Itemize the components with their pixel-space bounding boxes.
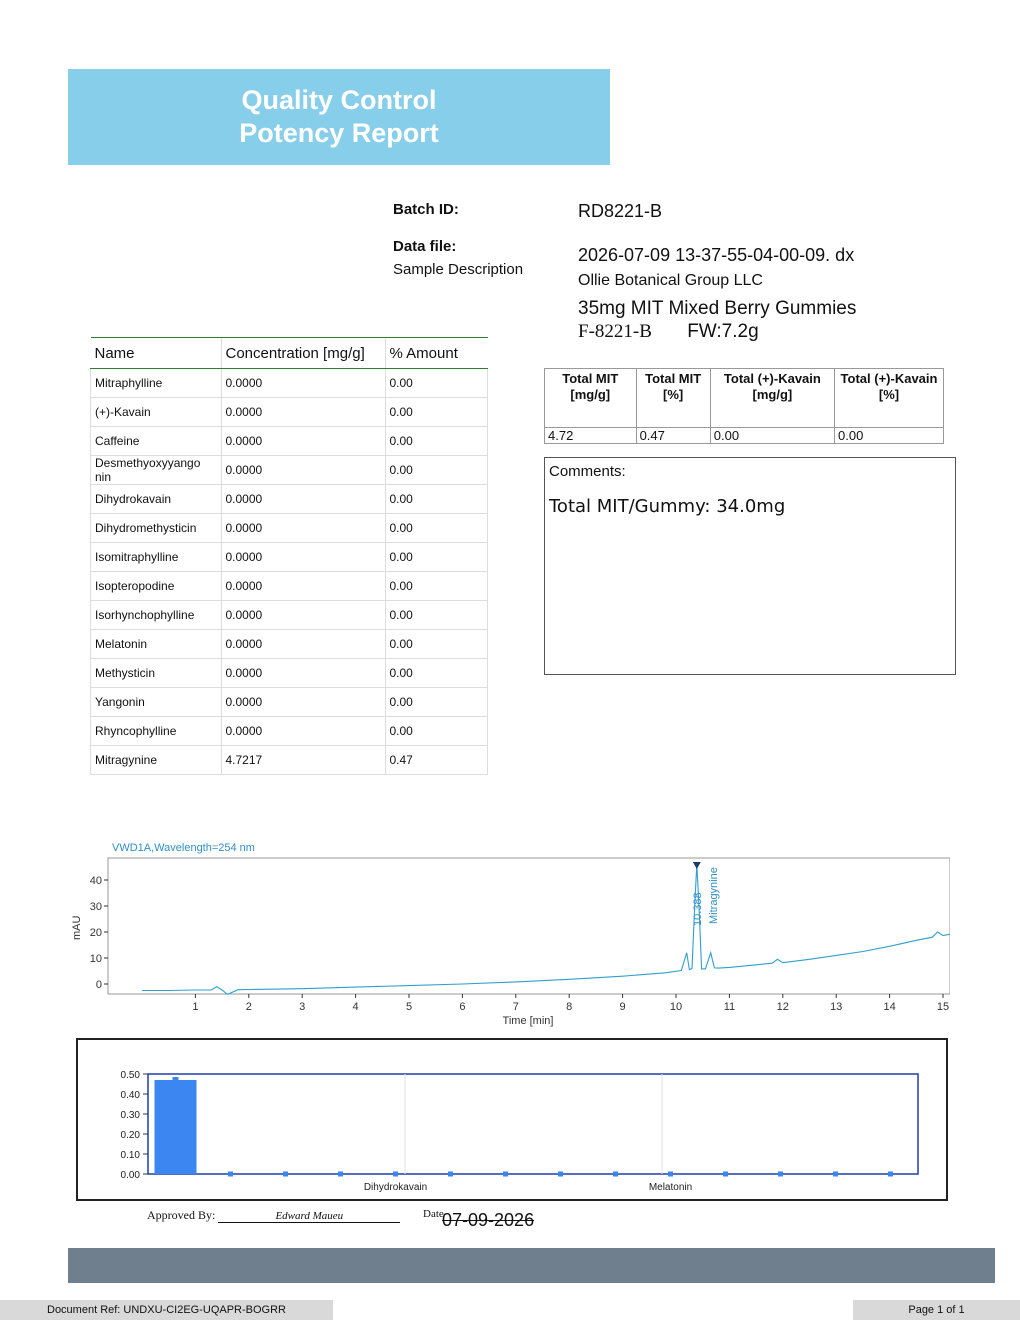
x-tick-label: 15	[936, 1001, 950, 1013]
compound-pct: 0.00	[385, 369, 488, 398]
bar	[283, 1172, 288, 1177]
compound-pct: 0.00	[385, 543, 488, 572]
bar-chart-frame	[76, 1038, 948, 1201]
product-name: 35mg MIT Mixed Berry Gummies	[578, 298, 857, 319]
compound-conc: 0.0000	[221, 572, 385, 601]
bar	[668, 1172, 673, 1177]
bar	[155, 1080, 197, 1174]
bar	[503, 1172, 508, 1177]
compound-conc: 0.0000	[221, 688, 385, 717]
compound-row	[91, 514, 488, 543]
compound-name: Isorhynchophylline	[91, 601, 222, 630]
y-tick-label: 0	[95, 979, 102, 991]
compound-pct: 0.00	[385, 717, 488, 746]
chromatogram-trace	[142, 864, 950, 994]
peak-name-label: Mitragynine	[707, 867, 720, 924]
bar-y-tick-label: 0.50	[120, 1070, 140, 1081]
bar-x-label: Dihydrokavain	[363, 1182, 428, 1193]
sample-description-label: Sample Description	[393, 261, 524, 278]
comments-box	[544, 457, 956, 675]
bar	[558, 1172, 563, 1177]
compound-row	[91, 601, 488, 630]
bar	[228, 1172, 233, 1177]
compound-conc: 0.0000	[221, 456, 385, 485]
peak-time-label: 10.388	[691, 892, 704, 926]
y-tick-label: 20	[89, 927, 102, 939]
bar	[338, 1172, 343, 1177]
compound-name: Caffeine	[91, 427, 222, 456]
date-label: Date	[423, 1208, 444, 1220]
x-tick-label: 5	[405, 1001, 413, 1013]
total-mit-pct: 0.47	[636, 428, 710, 444]
compound-conc: 0.0000	[221, 485, 385, 514]
total-mit-mgg-header: Total MIT [mg/g]	[545, 369, 637, 428]
compound-name: Rhyncophylline	[91, 717, 222, 746]
compound-row	[91, 746, 488, 775]
x-tick-label: 4	[352, 1001, 359, 1013]
chromatogram	[70, 836, 950, 1030]
batch-id-label: Batch ID:	[393, 201, 459, 218]
compound-table	[90, 337, 488, 775]
chromatogram-title: VWD1A,Wavelength=254 nm	[112, 842, 255, 854]
title-banner	[68, 69, 610, 165]
compound-table-header	[91, 338, 488, 369]
comments-text: Total MIT/Gummy: 34.0mg	[549, 496, 786, 517]
x-tick-label: 11	[723, 1001, 736, 1013]
compound-pct: 0.47	[385, 746, 488, 775]
peak-marker	[693, 862, 701, 869]
x-tick-label: 2	[245, 1001, 252, 1013]
formula-line	[578, 321, 759, 343]
compound-conc: 0.0000	[221, 543, 385, 572]
compound-name: Desmethyoxyyango nin	[91, 456, 222, 485]
data-file: 2026-07-09 13-37-55-04-00-09. dx	[578, 245, 855, 265]
col-concentration: Concentration [mg/g]	[221, 338, 385, 369]
compound-row	[91, 543, 488, 572]
x-tick-label: 1	[192, 1001, 199, 1013]
x-tick-label: 9	[619, 1001, 626, 1013]
footer-band	[68, 1248, 995, 1283]
compound-name: Dihydromethysticin	[91, 514, 222, 543]
compound-name: Melatonin	[91, 630, 222, 659]
compound-name: Dihydrokavain	[91, 485, 222, 514]
bar	[888, 1172, 893, 1177]
compound-conc: 0.0000	[221, 601, 385, 630]
approved-by-label: Approved By:	[147, 1208, 216, 1222]
col-percent: % Amount	[385, 338, 488, 369]
bar	[393, 1172, 398, 1177]
x-tick-label: 14	[883, 1001, 896, 1013]
approval-line	[147, 1208, 400, 1223]
compound-name: Isomitraphylline	[91, 543, 222, 572]
document-reference: Document Ref: UNDXU-CI2EG-UQAPR-BOGRR	[0, 1300, 333, 1320]
page-number: Page 1 of 1	[853, 1300, 1020, 1320]
bar-y-tick-label: 0.20	[120, 1130, 140, 1141]
batch-id: RD8221-B	[578, 201, 663, 221]
compound-name: Mitraphylline	[91, 369, 222, 398]
total-kavain-pct: 0.00	[835, 428, 944, 444]
compound-row	[91, 717, 488, 746]
bar-x-label: Melatonin	[648, 1182, 693, 1193]
fill-weight: FW:7.2g	[687, 321, 759, 342]
compound-row	[91, 398, 488, 427]
compound-row	[91, 572, 488, 601]
bar	[778, 1172, 783, 1177]
bar-error-cap	[173, 1077, 179, 1080]
y-tick-label: 10	[89, 953, 102, 965]
bar-chart	[78, 1040, 946, 1199]
compound-pct: 0.00	[385, 572, 488, 601]
bar	[448, 1172, 453, 1177]
bar-plot-area	[148, 1074, 918, 1174]
compound-row	[91, 485, 488, 514]
bar-y-tick-label: 0.30	[120, 1110, 140, 1121]
bar	[833, 1172, 838, 1177]
compound-conc: 0.0000	[221, 369, 385, 398]
comments-label: Comments:	[549, 463, 626, 480]
totals-table	[544, 368, 944, 444]
compound-pct: 0.00	[385, 427, 488, 456]
compound-name: Mitragynine	[91, 746, 222, 775]
plot-frame	[108, 858, 950, 994]
compound-pct: 0.00	[385, 688, 488, 717]
compound-name: Methysticin	[91, 659, 222, 688]
x-tick-label: 8	[566, 1001, 573, 1013]
total-mit-pct-header: Total MIT [%]	[636, 369, 710, 428]
bar-y-tick-label: 0.10	[120, 1150, 140, 1161]
compound-row	[91, 630, 488, 659]
compound-row	[91, 427, 488, 456]
compound-row	[91, 369, 488, 398]
col-name: Name	[91, 338, 222, 369]
approval-date: 07-09-2026	[442, 1210, 535, 1230]
y-tick-label: 30	[89, 901, 102, 913]
compound-pct: 0.00	[385, 485, 488, 514]
x-tick-label: 6	[459, 1001, 466, 1013]
total-kavain-mgg: 0.00	[710, 428, 834, 444]
compound-name: (+)-Kavain	[91, 398, 222, 427]
x-tick-label: 13	[830, 1001, 843, 1013]
company-name: Ollie Botanical Group LLC	[578, 272, 763, 289]
x-tick-label: 10	[669, 1001, 683, 1013]
bar-y-tick-label: 0.40	[120, 1090, 140, 1101]
x-axis-label: Time [min]	[502, 1015, 554, 1027]
compound-conc: 0.0000	[221, 427, 385, 456]
formula-id: F-8221-B	[578, 321, 652, 342]
compound-conc: 0.0000	[221, 717, 385, 746]
bar	[723, 1172, 728, 1177]
compound-conc: 4.7217	[221, 746, 385, 775]
compound-row	[91, 688, 488, 717]
report-title-line1: Quality Control	[241, 85, 437, 115]
compound-pct: 0.00	[385, 630, 488, 659]
compound-conc: 0.0000	[221, 514, 385, 543]
compound-pct: 0.00	[385, 514, 488, 543]
x-tick-label: 3	[299, 1001, 306, 1013]
compound-pct: 0.00	[385, 659, 488, 688]
data-file-label: Data file:	[393, 238, 457, 255]
compound-name: Yangonin	[91, 688, 222, 717]
compound-name: Isopteropodine	[91, 572, 222, 601]
y-tick-label: 40	[89, 875, 102, 887]
compound-pct: 0.00	[385, 601, 488, 630]
total-mit-mgg: 4.72	[545, 428, 637, 444]
compound-conc: 0.0000	[221, 659, 385, 688]
compound-pct: 0.00	[385, 456, 488, 485]
compound-row	[91, 659, 488, 688]
bar	[613, 1172, 618, 1177]
compound-conc: 0.0000	[221, 398, 385, 427]
bar-y-tick-label: 0.00	[120, 1170, 140, 1181]
total-kavain-pct-header: Total (+)-Kavain [%]	[835, 369, 944, 428]
x-tick-label: 12	[776, 1001, 789, 1013]
x-tick-label: 7	[512, 1001, 519, 1013]
report-title-line2: Potency Report	[239, 118, 439, 148]
total-kavain-mgg-header: Total (+)-Kavain [mg/g]	[710, 369, 834, 428]
compound-row	[91, 456, 488, 485]
y-axis-label: mAU	[71, 915, 83, 940]
signature: Edward Maueu	[218, 1210, 400, 1223]
compound-conc: 0.0000	[221, 630, 385, 659]
compound-pct: 0.00	[385, 398, 488, 427]
